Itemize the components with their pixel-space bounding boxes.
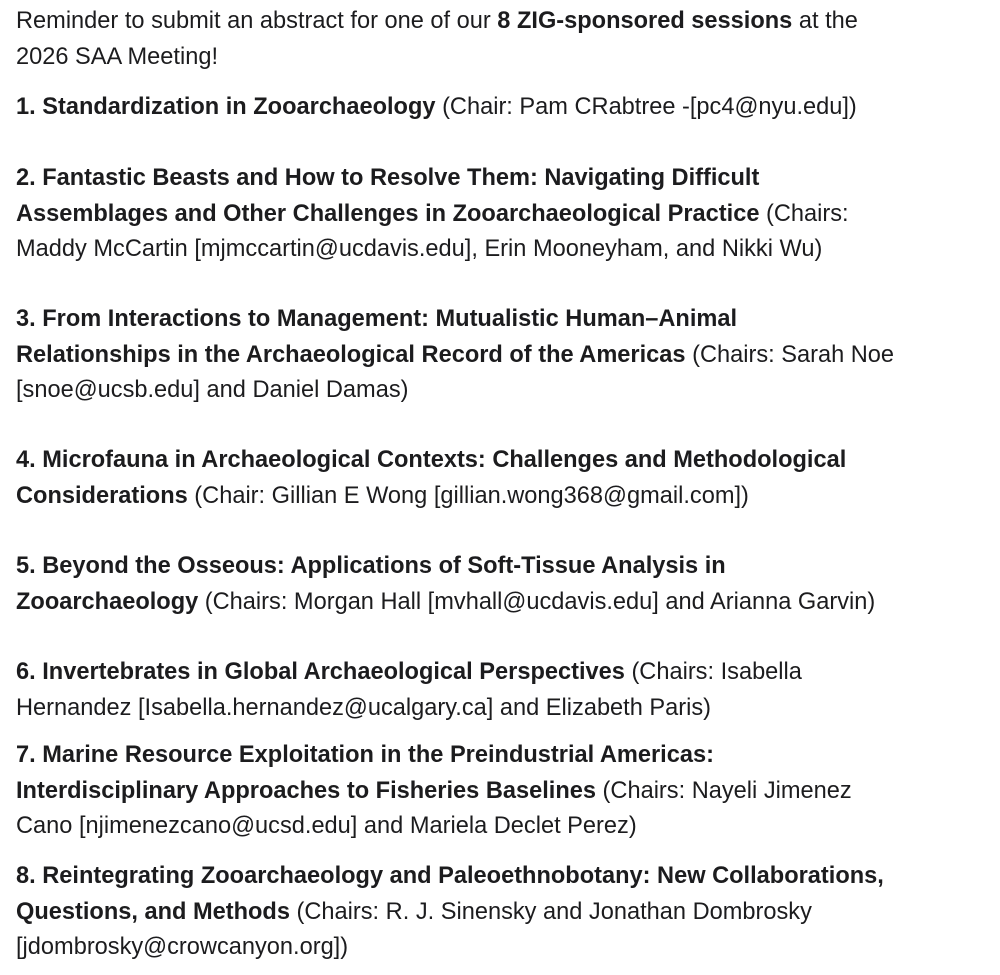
session-1-title: 1. Standardization in Zooarchaeology [16, 94, 436, 120]
session-3-title-line-2: Relationships in the Archaeological Record of the Americas [16, 341, 686, 368]
session-5-chairs: (Chairs: Morgan Hall [mvhall@ucdavis.edu] and Arianna Garvin) [198, 588, 876, 615]
session-8-title-line-2: Questions, and Methods [16, 898, 290, 925]
session-3-chairs-start: (Chairs: Sarah Noe [685, 341, 895, 368]
session-2-title-line-1: 2. Fantastic Beasts and How to Resolve Them: Navigating Difficult [16, 165, 760, 191]
session-8 [16, 859, 996, 966]
intro-line-2: 2026 SAA Meeting! [16, 43, 218, 70]
session-7-chairs-start: (Chairs: Nayeli Jimenez [596, 777, 852, 804]
intro-highlight: 8 ZIG-sponsored sessions [497, 8, 793, 34]
session-5-title-line-1: 5. Beyond the Osseous: Applications of Soft-Tissue Analysis in [16, 553, 726, 579]
session-5 [16, 549, 996, 620]
session-7-title-line-2: Interdisciplinary Approaches to Fisheries Baselines [16, 777, 596, 804]
session-4-title-line-2: Considerations [16, 482, 188, 509]
intro-text-end: at the [792, 8, 858, 34]
session-6 [16, 655, 996, 726]
session-7-title-line-1: 7. Marine Resource Exploitation in the Preindustrial Americas: [16, 742, 714, 768]
session-2-title-line-2: Assemblages and Other Challenges in Zooarchaeological Practice [16, 200, 760, 227]
session-6-chairs-start: (Chairs: Isabella [624, 659, 802, 685]
intro-paragraph [16, 4, 996, 75]
session-2-chairs: Maddy McCartin [mjmccartin@ucdavis.edu], Erin Mooneyham, and Nikki Wu) [16, 236, 823, 262]
session-7-chairs: Cano [njimenezcano@ucsd.edu] and Mariela Declet Perez) [16, 813, 637, 839]
intro-text: Reminder to submit an abstract for one of our [16, 8, 498, 34]
session-3-chairs: [snoe@ucsb.edu] and Daniel Damas) [16, 377, 409, 403]
intro-line-1 [16, 4, 996, 40]
session-1 [16, 90, 996, 126]
session-4-chairs: (Chair: Gillian E Wong [gillian.wong368@gmail.com]) [187, 482, 749, 509]
session-7 [16, 738, 996, 845]
session-4-title-line-1: 4. Microfauna in Archaeological Contexts: Challenges and Methodological [16, 447, 847, 473]
session-4 [16, 443, 996, 514]
session-5-title-line-2: Zooarchaeology [16, 588, 199, 615]
session-6-title: 6. Invertebrates in Global Archaeological Perspectives [16, 659, 625, 685]
session-1-chairs: (Chair: Pam CRabtree -[pc4@nyu.edu]) [435, 94, 857, 120]
session-8-chairs: [jdombrosky@crowcanyon.org]) [16, 934, 349, 960]
session-8-title-line-1: 8. Reintegrating Zooarchaeology and Paleoethnobotany: New Collaborations, [16, 863, 884, 889]
session-2 [16, 161, 996, 268]
session-8-chairs-start: (Chairs: R. J. Sinensky and Jonathan Dombrosky [289, 898, 812, 925]
session-3-title-line-1: 3. From Interactions to Management: Mutualistic Human–Animal [16, 306, 738, 332]
session-6-chairs: Hernandez [Isabella.hernandez@ucalgary.ca] and Elizabeth Paris) [16, 694, 712, 721]
session-2-chairs-start: (Chairs: [759, 200, 849, 227]
session-3 [16, 302, 996, 409]
